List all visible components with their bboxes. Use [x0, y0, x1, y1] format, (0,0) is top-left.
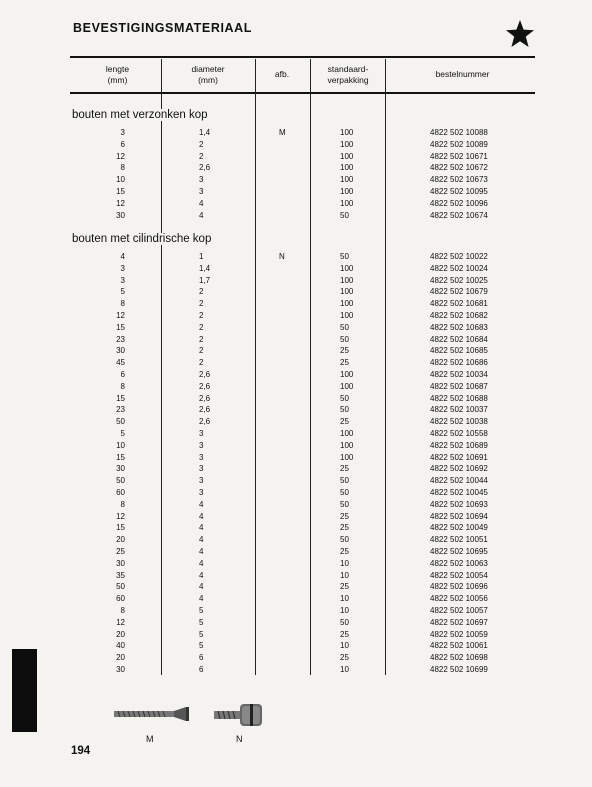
- length-cell: 20: [116, 629, 125, 639]
- order-number-cell: 4822 502 10681: [430, 299, 488, 309]
- table-row: [0, 151, 592, 163]
- table-row: [0, 393, 592, 405]
- order-number-cell: 4822 502 10044: [430, 476, 488, 486]
- length-cell: 15: [116, 393, 125, 403]
- table-row: [0, 440, 592, 452]
- packaging-cell: 25: [340, 464, 349, 474]
- order-number-cell: 4822 502 10685: [430, 346, 488, 356]
- diameter-cell: 6: [199, 653, 204, 663]
- length-cell: 15: [116, 322, 125, 332]
- length-cell: 10: [116, 440, 125, 450]
- table-row: [0, 605, 592, 617]
- cheese-head-screw-icon: [212, 702, 268, 728]
- diameter-cell: 3: [199, 487, 204, 497]
- order-number-cell: 4822 502 10096: [430, 198, 488, 208]
- order-number-cell: 4822 502 10054: [430, 570, 488, 580]
- diameter-cell: 5: [199, 629, 204, 639]
- length-cell: 12: [116, 310, 125, 320]
- length-cell: 3: [120, 275, 125, 285]
- packaging-cell: 100: [340, 275, 354, 285]
- length-cell: 3: [120, 263, 125, 273]
- diameter-cell: 4: [199, 511, 204, 521]
- diameter-cell: 3: [199, 464, 204, 474]
- order-number-cell: 4822 502 10034: [430, 369, 488, 379]
- length-cell: 8: [120, 605, 125, 615]
- table-row: [0, 546, 592, 558]
- packaging-cell: 50: [340, 405, 349, 415]
- order-number-cell: 4822 502 10558: [430, 428, 488, 438]
- order-number-cell: 4822 502 10686: [430, 358, 488, 368]
- packaging-cell: 100: [340, 198, 354, 208]
- order-number-cell: 4822 502 10699: [430, 664, 488, 674]
- packaging-cell: 25: [340, 582, 349, 592]
- table-row: [0, 357, 592, 369]
- packaging-cell: 25: [340, 346, 349, 356]
- packaging-cell: 100: [340, 151, 354, 161]
- header-diameter: [178, 64, 238, 86]
- diameter-cell: 3: [199, 428, 204, 438]
- packaging-cell: 50: [340, 617, 349, 627]
- length-cell: 20: [116, 653, 125, 663]
- order-number-cell: 4822 502 10697: [430, 617, 488, 627]
- packaging-cell: 100: [340, 369, 354, 379]
- diameter-cell: 4: [199, 535, 204, 545]
- table-row: [0, 139, 592, 151]
- order-number-cell: 4822 502 10056: [430, 594, 488, 604]
- packaging-cell: 50: [340, 499, 349, 509]
- header-bottom-rule: [70, 92, 535, 94]
- diameter-cell: 2: [199, 346, 204, 356]
- order-number-cell: 4822 502 10045: [430, 487, 488, 497]
- table-row: [0, 499, 592, 511]
- length-cell: 12: [116, 617, 125, 627]
- table-row: [0, 404, 592, 416]
- diameter-cell: 4: [199, 582, 204, 592]
- table-row: [0, 463, 592, 475]
- table-row: [0, 251, 592, 263]
- packaging-cell: 100: [340, 310, 354, 320]
- table-row: [0, 162, 592, 174]
- diameter-cell: 2,6: [199, 381, 211, 391]
- order-number-cell: 4822 502 10689: [430, 440, 488, 450]
- length-cell: 8: [120, 499, 125, 509]
- diameter-cell: 1,7: [199, 275, 211, 285]
- order-number-cell: 4822 502 10063: [430, 558, 488, 568]
- length-cell: 15: [116, 523, 125, 533]
- section-rows-countersunk: [0, 127, 592, 221]
- packaging-cell: 50: [340, 252, 349, 261]
- table-row: [0, 640, 592, 652]
- table-row: [0, 186, 592, 198]
- diameter-cell: 4: [199, 594, 204, 604]
- section-title-countersunk: bouten met verzonken kop: [72, 109, 212, 121]
- diameter-cell: 4: [199, 570, 204, 580]
- order-number-cell: 4822 502 10057: [430, 605, 488, 615]
- length-cell: 40: [116, 641, 125, 651]
- diameter-cell: 2: [199, 334, 204, 344]
- section-rows-cheese-head: [0, 251, 592, 676]
- packaging-cell: 10: [340, 594, 349, 604]
- length-cell: 3: [120, 128, 125, 137]
- length-cell: 30: [116, 664, 125, 674]
- table-row: [0, 198, 592, 210]
- length-cell: 50: [116, 476, 125, 486]
- table-row: [0, 593, 592, 605]
- diameter-cell: 4: [199, 210, 204, 220]
- diameter-cell: 4: [199, 499, 204, 509]
- order-number-cell: 4822 502 10688: [430, 393, 488, 403]
- section-title-cheese-head: bouten met cilindrische kop: [72, 233, 215, 245]
- diameter-cell: 2,6: [199, 417, 211, 427]
- packaging-cell: 25: [340, 653, 349, 663]
- diameter-cell: 5: [199, 641, 204, 651]
- table-row: [0, 452, 592, 464]
- diameter-cell: 4: [199, 198, 204, 208]
- packaging-cell: 50: [340, 476, 349, 486]
- order-number-cell: 4822 502 10049: [430, 523, 488, 533]
- table-row: [0, 511, 592, 523]
- packaging-cell: 100: [340, 186, 354, 196]
- diameter-cell: 1: [199, 252, 204, 261]
- diameter-cell: 2: [199, 310, 204, 320]
- diameter-cell: 3: [199, 476, 204, 486]
- packaging-cell: 10: [340, 558, 349, 568]
- packaging-cell: 100: [340, 139, 354, 149]
- diameter-cell: 5: [199, 617, 204, 627]
- order-number-cell: 4822 502 10089: [430, 139, 488, 149]
- table-row: [0, 487, 592, 499]
- packaging-cell: 25: [340, 523, 349, 533]
- packaging-cell: 10: [340, 664, 349, 674]
- length-cell: 5: [120, 428, 125, 438]
- order-number-cell: 4822 502 10698: [430, 653, 488, 663]
- length-cell: 5: [120, 287, 125, 297]
- length-cell: 23: [116, 334, 125, 344]
- length-cell: 15: [116, 452, 125, 462]
- packaging-cell: 25: [340, 629, 349, 639]
- figure-label-n: N: [236, 734, 243, 744]
- order-number-cell: 4822 502 10024: [430, 263, 488, 273]
- length-cell: 60: [116, 487, 125, 497]
- table-row: [0, 345, 592, 357]
- diameter-cell: 3: [199, 175, 204, 185]
- afb-cell: N: [279, 252, 285, 261]
- packaging-cell: 50: [340, 487, 349, 497]
- length-cell: 50: [116, 582, 125, 592]
- length-cell: 8: [120, 381, 125, 391]
- page-edge-tab: [12, 649, 37, 732]
- table-row: [0, 558, 592, 570]
- packaging-cell: 100: [340, 440, 354, 450]
- order-number-cell: 4822 502 10693: [430, 499, 488, 509]
- order-number-cell: 4822 502 10696: [430, 582, 488, 592]
- diameter-cell: 2: [199, 299, 204, 309]
- diameter-cell: 3: [199, 186, 204, 196]
- packaging-cell: 10: [340, 605, 349, 615]
- table-row: [0, 617, 592, 629]
- packaging-cell: 25: [340, 417, 349, 427]
- table-row: [0, 210, 592, 222]
- packaging-cell: 25: [340, 546, 349, 556]
- length-cell: 12: [116, 511, 125, 521]
- diameter-cell: 4: [199, 546, 204, 556]
- order-number-cell: 4822 502 10061: [430, 641, 488, 651]
- countersunk-screw-icon: [112, 706, 192, 722]
- table-row: [0, 322, 592, 334]
- page-number: 194: [71, 745, 91, 757]
- header-packaging: [312, 64, 384, 86]
- packaging-cell: 100: [340, 175, 354, 185]
- order-number-cell: 4822 502 10674: [430, 210, 488, 220]
- length-cell: 8: [120, 299, 125, 309]
- table-row: [0, 652, 592, 664]
- packaging-cell: 100: [340, 128, 354, 137]
- header-diameter-line2: (mm): [198, 75, 218, 85]
- header-length-line1: lengte: [105, 64, 130, 74]
- table-row: [0, 275, 592, 287]
- length-cell: 12: [116, 151, 125, 161]
- header-packaging-line1: standaard-: [327, 64, 369, 74]
- diameter-cell: 2,6: [199, 405, 211, 415]
- order-number-cell: 4822 502 10682: [430, 310, 488, 320]
- order-number-cell: 4822 502 10694: [430, 511, 488, 521]
- table-row: [0, 534, 592, 546]
- header-packaging-line2: verpakking: [327, 75, 369, 85]
- packaging-cell: 50: [340, 322, 349, 332]
- table-row: [0, 664, 592, 676]
- order-number-cell: 4822 502 10687: [430, 381, 488, 391]
- packaging-cell: 25: [340, 511, 349, 521]
- length-cell: 10: [116, 175, 125, 185]
- table-row: [0, 428, 592, 440]
- diameter-cell: 4: [199, 558, 204, 568]
- diameter-cell: 2,6: [199, 369, 211, 379]
- length-cell: 30: [116, 346, 125, 356]
- length-cell: 23: [116, 405, 125, 415]
- order-number-cell: 4822 502 10691: [430, 452, 488, 462]
- packaging-cell: 10: [340, 641, 349, 651]
- header-order-number: bestelnummer: [435, 69, 490, 79]
- packaging-cell: 100: [340, 287, 354, 297]
- diameter-cell: 1,4: [199, 128, 211, 137]
- packaging-cell: 100: [340, 263, 354, 273]
- table-row: [0, 286, 592, 298]
- order-number-cell: 4822 502 10022: [430, 252, 488, 261]
- length-cell: 35: [116, 570, 125, 580]
- afb-cell: M: [279, 128, 286, 137]
- order-number-cell: 4822 502 10059: [430, 629, 488, 639]
- table-row: [0, 522, 592, 534]
- table-row: [0, 310, 592, 322]
- table-row: [0, 629, 592, 641]
- length-cell: 20: [116, 535, 125, 545]
- diameter-cell: 5: [199, 605, 204, 615]
- length-cell: 15: [116, 186, 125, 196]
- header-afb: afb.: [274, 69, 290, 79]
- table-row: [0, 570, 592, 582]
- order-number-cell: 4822 502 10684: [430, 334, 488, 344]
- order-number-cell: 4822 502 10671: [430, 151, 488, 161]
- packaging-cell: 100: [340, 452, 354, 462]
- length-cell: 4: [120, 252, 125, 261]
- order-number-cell: 4822 502 10692: [430, 464, 488, 474]
- table-row: [0, 127, 592, 139]
- table-row: [0, 475, 592, 487]
- header-top-rule: [70, 56, 535, 58]
- order-number-cell: 4822 502 10679: [430, 287, 488, 297]
- table-row: [0, 381, 592, 393]
- length-cell: 60: [116, 594, 125, 604]
- header-length: [90, 64, 145, 86]
- table-row: [0, 174, 592, 186]
- length-cell: 6: [120, 139, 125, 149]
- packaging-cell: 100: [340, 299, 354, 309]
- packaging-cell: 25: [340, 358, 349, 368]
- packaging-cell: 50: [340, 210, 349, 220]
- packaging-cell: 10: [340, 570, 349, 580]
- order-number-cell: 4822 502 10088: [430, 128, 488, 137]
- table-row: [0, 263, 592, 275]
- table-row: [0, 416, 592, 428]
- header-length-line2: (mm): [107, 75, 128, 85]
- packaging-cell: 50: [340, 535, 349, 545]
- length-cell: 30: [116, 464, 125, 474]
- length-cell: 12: [116, 198, 125, 208]
- diameter-cell: 2: [199, 358, 204, 368]
- star-icon: [505, 19, 535, 49]
- table-row: [0, 298, 592, 310]
- diameter-cell: 2,6: [199, 163, 211, 173]
- length-cell: 8: [120, 163, 125, 173]
- length-cell: 25: [116, 546, 125, 556]
- order-number-cell: 4822 502 10037: [430, 405, 488, 415]
- order-number-cell: 4822 502 10673: [430, 175, 488, 185]
- length-cell: 30: [116, 558, 125, 568]
- diameter-cell: 2: [199, 151, 204, 161]
- order-number-cell: 4822 502 10095: [430, 186, 488, 196]
- table-row: [0, 581, 592, 593]
- header-diameter-line1: diameter: [191, 64, 225, 74]
- diameter-cell: 2: [199, 139, 204, 149]
- table-row: [0, 369, 592, 381]
- packaging-cell: 100: [340, 163, 354, 173]
- length-cell: 30: [116, 210, 125, 220]
- packaging-cell: 100: [340, 428, 354, 438]
- table-row: [0, 334, 592, 346]
- diameter-cell: 2: [199, 322, 204, 332]
- order-number-cell: 4822 502 10038: [430, 417, 488, 427]
- order-number-cell: 4822 502 10051: [430, 535, 488, 545]
- packaging-cell: 50: [340, 334, 349, 344]
- packaging-cell: 50: [340, 393, 349, 403]
- diameter-cell: 1,4: [199, 263, 211, 273]
- figure-label-m: M: [146, 734, 154, 744]
- diameter-cell: 2: [199, 287, 204, 297]
- length-cell: 50: [116, 417, 125, 427]
- diameter-cell: 2,6: [199, 393, 211, 403]
- order-number-cell: 4822 502 10695: [430, 546, 488, 556]
- diameter-cell: 4: [199, 523, 204, 533]
- page-title: BEVESTIGINGSMATERIAAL: [73, 21, 253, 35]
- order-number-cell: 4822 502 10672: [430, 163, 488, 173]
- diameter-cell: 3: [199, 440, 204, 450]
- diameter-cell: 6: [199, 664, 204, 674]
- packaging-cell: 100: [340, 381, 354, 391]
- length-cell: 45: [116, 358, 125, 368]
- length-cell: 6: [120, 369, 125, 379]
- diameter-cell: 3: [199, 452, 204, 462]
- order-number-cell: 4822 502 10683: [430, 322, 488, 332]
- order-number-cell: 4822 502 10025: [430, 275, 488, 285]
